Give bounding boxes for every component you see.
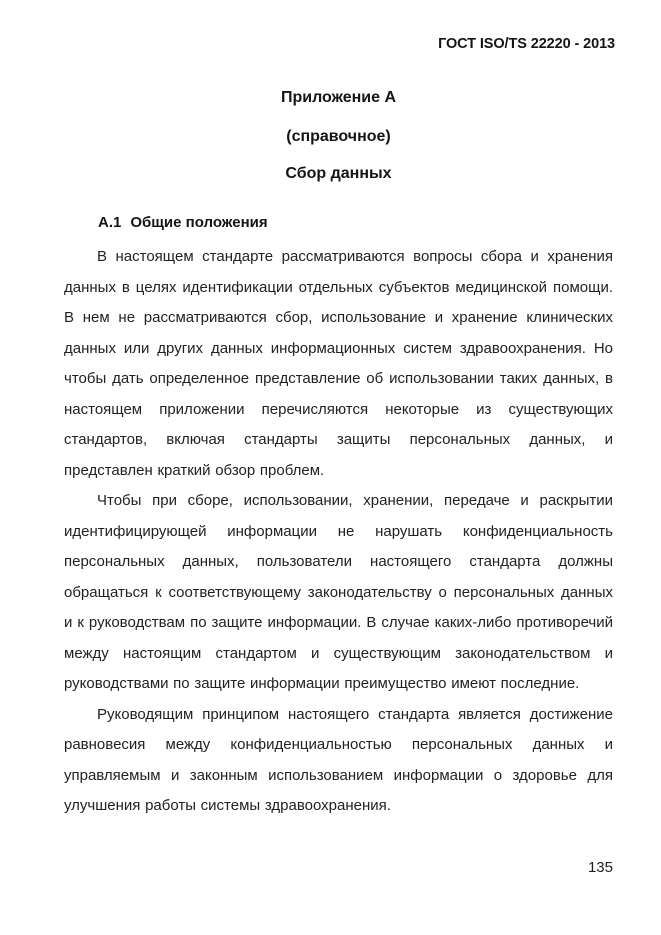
paragraph: В настоящем стандарте рассматриваются вопросы сбора и хранения данных в целях идентификации отдельных субъектов медицинской помощи. В нем не рассматриваются сбор, использование и хранение клинических данных или других данных информационных систем здравоохранения. Но чтобы дать определенное представление об использовании таких данных, в настоящем приложении перечисляются некоторые из существующих стандартов, включая стандарты защиты персональных данных, и представлен краткий обзор проблем. [64,248,613,479]
section-number: А.1 [98,214,122,231]
annex-title: Приложение А [280,89,397,106]
paragraph: Руководящим принципом настоящего стандарта является достижение равновесия между конфиденциальностью персональных данных и управляемым и законным использованием информации о здоровье для улучшения работы системы здравоохранения. [64,705,613,814]
section-title: Общие положения [130,214,268,231]
body-paragraphs [64,242,613,822]
paragraph: Чтобы при сборе, использовании, хранении, передаче и раскрытии идентифицирующей информации не нарушать конфиденциальность персональных данных, пользователи настоящего стандарта должны обращаться к соответствующему законодательству о персональных данных и к руководствам по защите информации. В случае каких-либо противоречий между настоящим стандартом и существующим законодательством и руководствами по защите информации преимущество имеют последние. [64,492,613,692]
page-number: 135 [587,859,613,876]
document-header: ГОСТ ISO/TS 22220 - 2013 [438,36,615,52]
annex-subject-title: Сбор данных [285,165,392,182]
annex-type-label: (справочное) [286,128,391,145]
section-heading [64,214,613,232]
